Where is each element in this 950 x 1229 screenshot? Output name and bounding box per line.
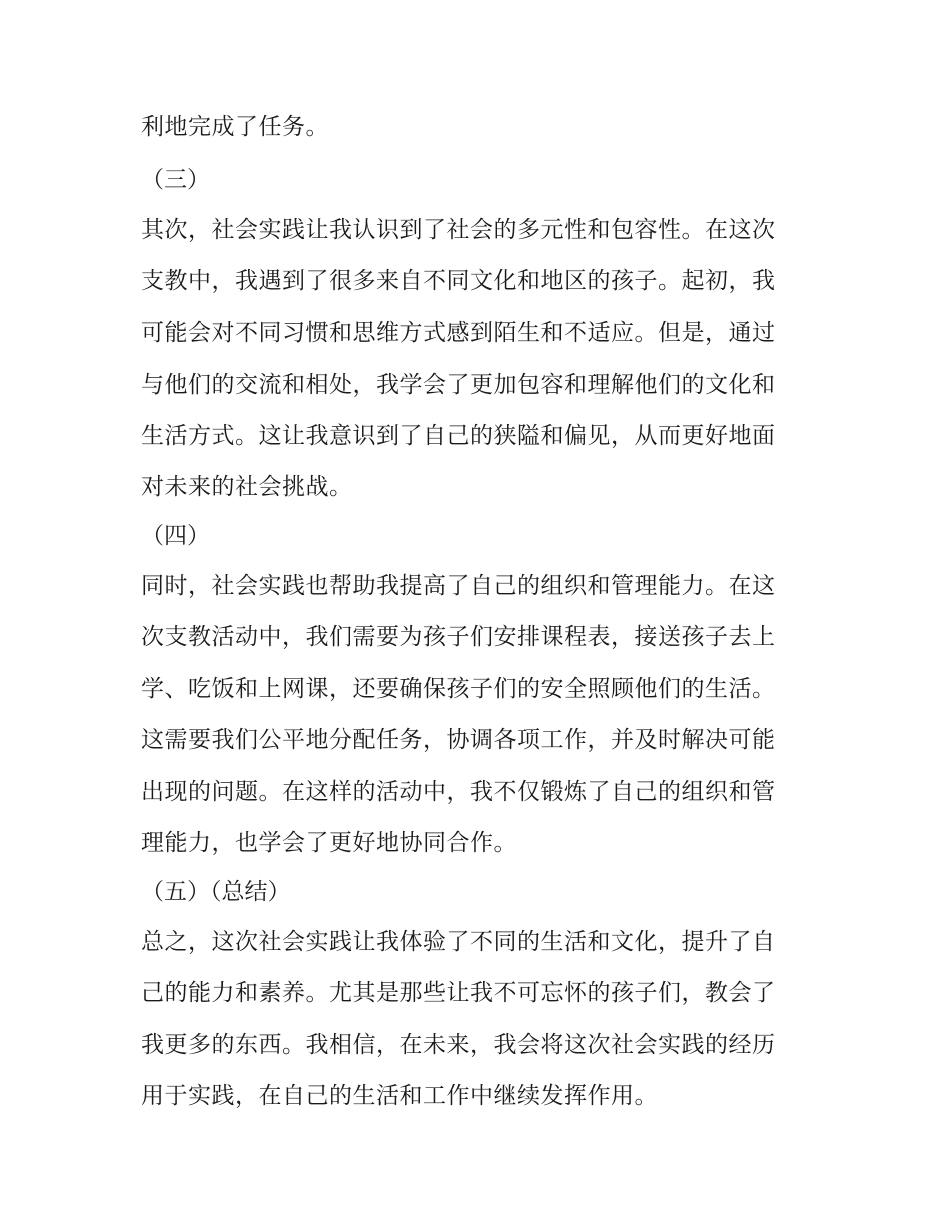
text-line: 我更多的东西。我相信，在未来，我会将这次社会实践的经历 (141, 1032, 776, 1058)
text-line: 支教中，我遇到了很多来自不同文化和地区的孩子。起初，我 (141, 268, 776, 294)
text-line: 对未来的社会挑战。 (141, 474, 353, 500)
text-line: 用于实践，在自己的生活和工作中继续发挥作用。 (141, 1083, 658, 1109)
text-line: 出现的问题。在这样的活动中，我不仅锻炼了自己的组织和管 (141, 779, 776, 805)
section-heading: （三） (141, 167, 210, 193)
text-line: 生活方式。这让我意识到了自己的狭隘和偏见，从而更好地面 (141, 423, 776, 449)
text-line: 其次，社会实践让我认识到了社会的多元性和包容性。在这次 (141, 217, 776, 243)
text-line: 次支教活动中，我们需要为孩子们安排课程表，接送孩子去上 (141, 624, 776, 650)
text-line: 与他们的交流和相处，我学会了更加包容和理解他们的文化和 (141, 372, 776, 398)
text-line: 学、吃饭和上网课，还要确保孩子们的安全照顾他们的生活。 (141, 676, 776, 702)
text-line: 同时，社会实践也帮助我提高了自己的组织和管理能力。在这 (141, 573, 776, 599)
text-line: 利地完成了任务。 (141, 114, 329, 140)
section-heading: （四） (141, 523, 210, 549)
text-line: 可能会对不同习惯和思维方式感到陌生和不适应。但是，通过 (141, 320, 776, 346)
text-line: 己的能力和素养。尤其是那些让我不可忘怀的孩子们，教会了 (141, 980, 776, 1006)
section-heading: （五）（总结） (141, 879, 291, 905)
text-line: 理能力，也学会了更好地协同合作。 (141, 830, 517, 856)
text-line: 总之，这次社会实践让我体验了不同的生活和文化，提升了自 (141, 929, 776, 955)
text-line: 这需要我们公平地分配任务，协调各项工作，并及时解决可能 (141, 727, 776, 753)
